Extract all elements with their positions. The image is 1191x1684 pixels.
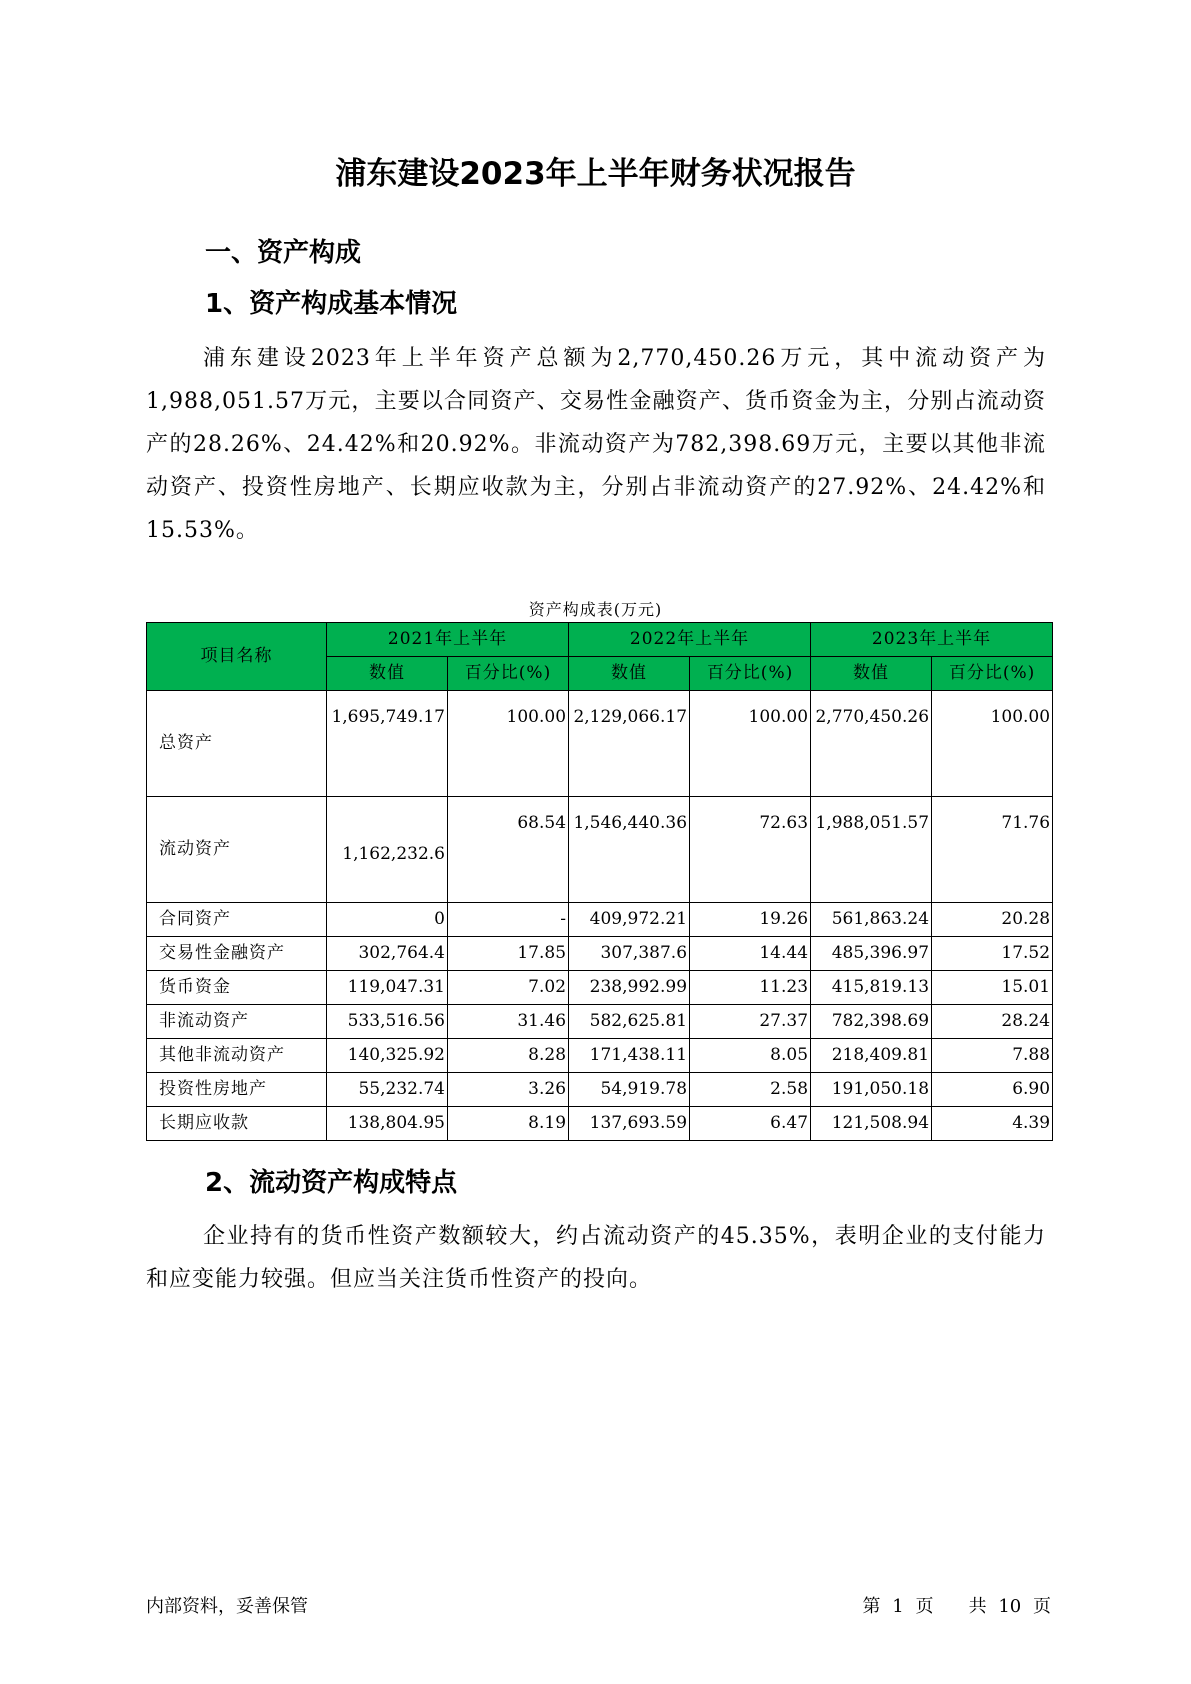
cell-value-2021: 533,516.56 <box>327 1005 448 1039</box>
footer-confidential-note: 内部资料，妥善保管 <box>146 1596 308 1617</box>
row-name: 流动资产 <box>147 797 327 903</box>
table-row-trading-financial-assets <box>147 937 1053 971</box>
table-row-contract-assets <box>147 903 1053 937</box>
cell-pct-2023: 17.52 <box>932 937 1053 971</box>
cell-pct-2022: 72.63 <box>690 797 811 903</box>
cell-pct-2022: 27.37 <box>690 1005 811 1039</box>
cell-pct-2022: 14.44 <box>690 937 811 971</box>
cell-value-2021: 119,047.31 <box>327 971 448 1005</box>
total-prefix: 共 <box>968 1596 987 1617</box>
cell-pct-2023: 100.00 <box>932 691 1053 797</box>
row-name: 合同资产 <box>147 903 327 937</box>
cell-value-2022: 409,972.21 <box>569 903 690 937</box>
total-suffix: 页 <box>1033 1596 1051 1617</box>
asset-composition-table <box>146 622 1053 1141</box>
page-suffix: 页 <box>915 1596 934 1617</box>
section-heading-asset-composition: 一、资产构成 <box>205 238 362 268</box>
cell-value-2022: 1,546,440.36 <box>569 797 690 903</box>
header-period-2023: 2023年上半年 <box>811 623 1053 657</box>
cell-pct-2023: 71.76 <box>932 797 1053 903</box>
header-value-2023: 数值 <box>811 657 932 691</box>
row-name: 非流动资产 <box>147 1005 327 1039</box>
cell-pct-2022: 19.26 <box>690 903 811 937</box>
cell-value-2023: 415,819.13 <box>811 971 932 1005</box>
cell-value-2021: 55,232.74 <box>327 1073 448 1107</box>
cell-pct-2021: 7.02 <box>448 971 569 1005</box>
cell-value-2022: 582,625.81 <box>569 1005 690 1039</box>
cell-value-2021: 140,325.92 <box>327 1039 448 1073</box>
cell-value-2021: 302,764.4 <box>327 937 448 971</box>
cell-pct-2022: 6.47 <box>690 1107 811 1141</box>
header-pct-2022: 百分比(%) <box>690 657 811 691</box>
table-row-long-term-receivables <box>147 1107 1053 1141</box>
row-name: 投资性房地产 <box>147 1073 327 1107</box>
cell-pct-2021: 8.19 <box>448 1107 569 1141</box>
cell-pct-2022: 11.23 <box>690 971 811 1005</box>
cell-value-2022: 238,992.99 <box>569 971 690 1005</box>
cell-value-2021: 1,162,232.6 <box>327 797 448 903</box>
cell-pct-2022: 2.58 <box>690 1073 811 1107</box>
cell-pct-2023: 4.39 <box>932 1107 1053 1141</box>
header-item-name: 项目名称 <box>147 623 327 691</box>
page-prefix: 第 <box>862 1596 881 1617</box>
cell-value-2022: 307,387.6 <box>569 937 690 971</box>
cell-value-2021: 1,695,749.17 <box>327 691 448 797</box>
header-pct-2021: 百分比(%) <box>448 657 569 691</box>
cell-value-2023: 2,770,450.26 <box>811 691 932 797</box>
total-pages: 10 <box>998 1596 1022 1617</box>
cell-value-2022: 2,129,066.17 <box>569 691 690 797</box>
header-pct-2023: 百分比(%) <box>932 657 1053 691</box>
cell-value-2023: 1,988,051.57 <box>811 797 932 903</box>
row-name: 其他非流动资产 <box>147 1039 327 1073</box>
cell-pct-2021: 3.26 <box>448 1073 569 1107</box>
table-row-monetary-funds <box>147 971 1053 1005</box>
header-value-2021: 数值 <box>327 657 448 691</box>
header-period-2021: 2021年上半年 <box>327 623 569 657</box>
cell-pct-2021: - <box>448 903 569 937</box>
cell-value-2023: 191,050.18 <box>811 1073 932 1107</box>
cell-pct-2023: 7.88 <box>932 1039 1053 1073</box>
cell-pct-2021: 8.28 <box>448 1039 569 1073</box>
cell-pct-2023: 6.90 <box>932 1073 1053 1107</box>
row-name: 货币资金 <box>147 971 327 1005</box>
report-title: 浦东建设2023年上半年财务状况报告 <box>335 156 856 192</box>
cell-value-2023: 121,508.94 <box>811 1107 932 1141</box>
cell-pct-2021: 17.85 <box>448 937 569 971</box>
row-name: 总资产 <box>147 691 327 797</box>
cell-value-2021: 138,804.95 <box>327 1107 448 1141</box>
cell-pct-2021: 100.00 <box>448 691 569 797</box>
cell-pct-2023: 28.24 <box>932 1005 1053 1039</box>
cell-value-2023: 561,863.24 <box>811 903 932 937</box>
row-name: 长期应收款 <box>147 1107 327 1141</box>
table-row-total-assets <box>147 691 1053 797</box>
cell-pct-2022: 8.05 <box>690 1039 811 1073</box>
table-row-non-current-assets <box>147 1005 1053 1039</box>
asset-summary-paragraph: 浦东建设2023年上半年资产总额为2,770,450.26万元，其中流动资产为1,988,051.57万元，主要以合同资产、交易性金融资产、货币资金为主，分别占流动资产的28.26%、24.42%和20.92%。非流动资产为782,398.69万元，主要以其他非流动资产、投资性房地产、长期应收款为主，分别占非流动资产的27.92%、24.42%和15.53%。 <box>146 346 1046 543</box>
cell-pct-2021: 68.54 <box>448 797 569 903</box>
cell-pct-2021: 31.46 <box>448 1005 569 1039</box>
header-value-2022: 数值 <box>569 657 690 691</box>
cell-value-2022: 137,693.59 <box>569 1107 690 1141</box>
table-caption: 资产构成表(万元) <box>528 600 663 619</box>
cell-pct-2022: 100.00 <box>690 691 811 797</box>
cell-value-2021: 0 <box>327 903 448 937</box>
table-row-investment-property <box>147 1073 1053 1107</box>
current-asset-paragraph: 企业持有的货币性资产数额较大，约占流动资产的45.35%，表明企业的支付能力和应变能力较强。但应当关注货币性资产的投向。 <box>146 1224 1046 1292</box>
subheading-current-asset-features: 2、流动资产构成特点 <box>205 1168 458 1198</box>
cell-value-2023: 782,398.69 <box>811 1005 932 1039</box>
row-name: 交易性金融资产 <box>147 937 327 971</box>
cell-value-2022: 54,919.78 <box>569 1073 690 1107</box>
cell-pct-2023: 20.28 <box>932 903 1053 937</box>
header-period-2022: 2022年上半年 <box>569 623 811 657</box>
footer-page-indicator <box>863 1592 1051 1618</box>
cell-value-2022: 171,438.11 <box>569 1039 690 1073</box>
table-row-current-assets <box>147 797 1053 903</box>
cell-value-2023: 218,409.81 <box>811 1039 932 1073</box>
table-row-other-non-current-assets <box>147 1039 1053 1073</box>
table-header-row-periods <box>147 623 1053 657</box>
cell-value-2023: 485,396.97 <box>811 937 932 971</box>
cell-pct-2023: 15.01 <box>932 971 1053 1005</box>
page-number: 1 <box>892 1596 904 1617</box>
subheading-asset-basics: 1、资产构成基本情况 <box>205 289 458 319</box>
